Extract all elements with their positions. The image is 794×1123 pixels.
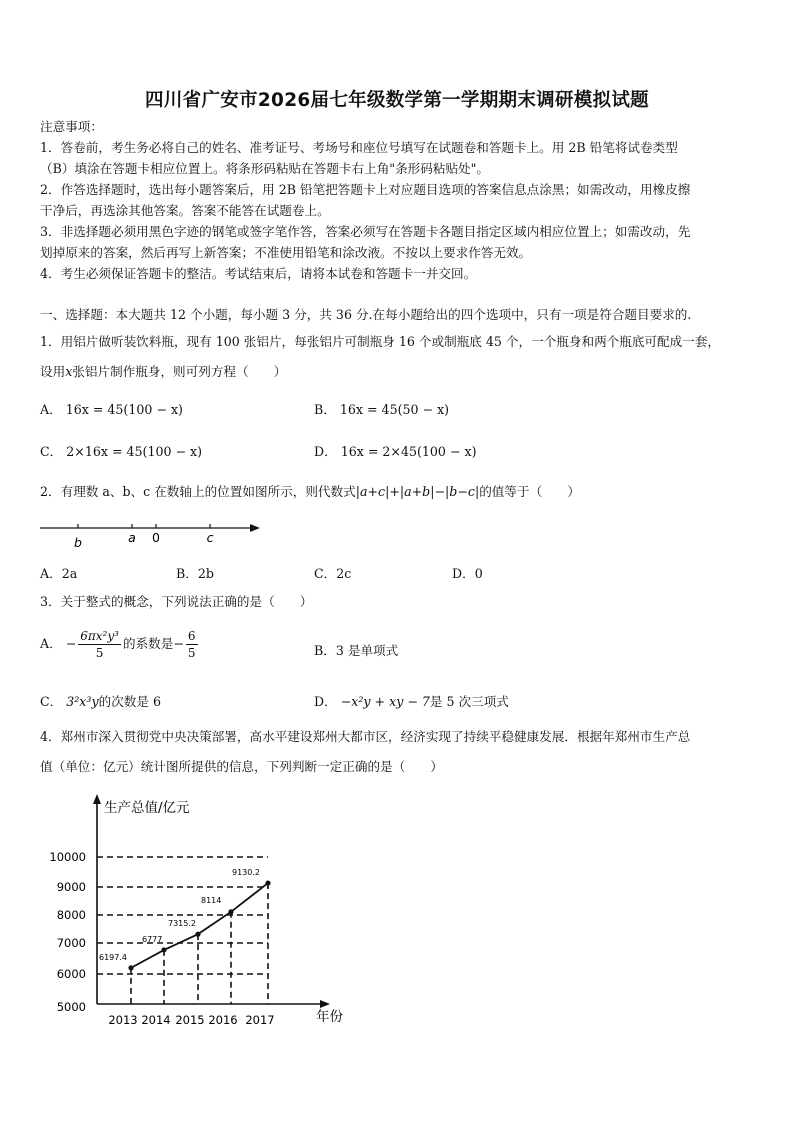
x-tick-label: 2014 [141, 1013, 171, 1027]
q2-option-c[interactable]: C．2c [314, 566, 352, 581]
y-tick-label: 8000 [56, 908, 86, 922]
notice-line: 3．非选择题必须用黑色字迹的钢笔或签字笔作答，答案必须写在答题卡各题目指定区域内相应位置上；如需改动，先 [40, 224, 691, 239]
notice-line: 划掉原来的答案，然后再写上新答案；不准使用铅笔和涂改液。不按以上要求作答无效。 [40, 245, 532, 260]
x-tick-label: 2015 [175, 1013, 205, 1027]
q1-option-d[interactable] [314, 441, 477, 460]
q1-option-c[interactable] [40, 441, 202, 460]
option-formula: 2×16x = 45(100 − x) [66, 444, 203, 459]
q1-variable: x [65, 364, 73, 379]
x-axis-label: 年份 [316, 1009, 343, 1025]
q4-stem: 4．郑州市深入贯彻党中央决策部署，高水平建设郑州大都市区，经济实现了持续平稳健康发展．根据年郑州市生产总 [40, 729, 691, 744]
y-tick-label: 9000 [56, 880, 86, 894]
option-label: D． [314, 694, 337, 709]
q2-option-a[interactable]: A．2a [40, 566, 78, 581]
q1-option-a[interactable] [40, 399, 183, 418]
q3-option-d[interactable] [314, 691, 509, 710]
data-point [161, 947, 166, 952]
option-label: A． [40, 636, 62, 651]
option-formula: 16x = 45(50 − x) [339, 402, 450, 417]
option-text: 的次数是 6 [98, 694, 161, 709]
arrow-icon [250, 524, 260, 532]
label-c: c [206, 530, 214, 545]
data-label: 7315.2 [168, 919, 196, 929]
option-text: 是 5 次三项式 [429, 694, 509, 709]
number-line [36, 516, 266, 552]
notice-line: 干净后，再选涂其他答案。答案不能答在试题卷上。 [40, 203, 330, 218]
y-tick-label: 7000 [56, 936, 86, 950]
data-label: 6197.4 [99, 952, 127, 962]
q2-option-b[interactable]: B．2b [176, 566, 214, 581]
page-title: 四川省广安市2026届七年级数学第一学期期末调研模拟试题 [145, 90, 649, 111]
q3-stem: 3．关于整式的概念，下列说法正确的是（ ） [40, 594, 313, 609]
option-formula: 16x = 2×45(100 − x) [340, 444, 477, 459]
q1-stem: 1．用铝片做听装饮料瓶，现有 100 张铝片，每张铝片可制瓶身 16 个或制瓶底 45 个，一个瓶身和两个瓶底可配成一套， [40, 334, 721, 349]
q3-option-c[interactable] [40, 691, 161, 710]
option-formula: 3²x³y [66, 694, 99, 709]
y-tick-label: 5000 [56, 1000, 86, 1014]
fraction-denominator: 5 [187, 646, 196, 660]
fraction-numerator: 6πx²y³ [80, 629, 119, 643]
x-axis-arrow-icon [320, 1000, 330, 1008]
q1-stem-2 [40, 363, 286, 381]
q2-expression: |a+c|+|a+b|−|b−c| [355, 484, 480, 499]
data-point [195, 932, 200, 937]
fraction [78, 628, 121, 661]
y-axis-arrow-icon [93, 794, 101, 804]
series-line [131, 883, 268, 968]
section-heading: 一、选择题：本大题共 12 个小题，每小题 3 分，共 36 分.在每小题给出的四个选项中，只有一项是符合题目要求的. [40, 307, 692, 322]
x-tick-label: 2016 [208, 1013, 238, 1027]
option-label: B． [314, 402, 336, 417]
data-point [265, 880, 270, 885]
notice-line: 1．答卷前，考生务必将自己的姓名、准考证号、考场号和座位号填写在试题卷和答题卡上。用 2B 铅笔将试卷类型 [40, 140, 678, 155]
q4-stem-2: 值（单位：亿元）统计图所提供的信息，下列判断一定正确的是（ ） [40, 759, 443, 774]
label-a: a [128, 530, 136, 545]
option-text: 的系数是 [122, 636, 174, 651]
data-label: 9130.2 [232, 868, 260, 878]
y-tick-label: 10000 [49, 850, 86, 864]
fraction [186, 628, 198, 661]
notice-line: （B）填涂在答题卡相应位置上。将条形码粘贴在答题卡右上角"条形码粘贴处"。 [40, 161, 490, 176]
x-tick-label: 2013 [108, 1013, 138, 1027]
q3-option-b[interactable]: B．3 是单项式 [314, 643, 399, 658]
notice-line: 4．考生必须保证答题卡的整洁。考试结束后，请将本试卷和答题卡一并交回。 [40, 266, 477, 281]
option-label: C． [40, 694, 63, 709]
q2-text: 2．有理数 a、b、c 在数轴上的位置如图所示，则代数式 [40, 484, 356, 499]
gdp-line-chart [0, 780, 400, 1040]
y-tick-label: 6000 [56, 967, 86, 981]
q1-text: 设用 [40, 364, 66, 379]
option-formula: −x²y + xy − 7 [340, 694, 430, 709]
q1-option-b[interactable] [314, 399, 449, 418]
option-label: C． [40, 444, 63, 459]
q2-stem [40, 483, 580, 501]
y-axis-label: 生产总值/亿元 [104, 800, 190, 816]
label-zero: 0 [152, 530, 160, 545]
q1-text: 张铝片制作瓶身，则可列方程（ ） [72, 364, 287, 379]
fraction-numerator: 6 [187, 629, 196, 643]
q2-text: 的值等于（ ） [479, 484, 580, 499]
data-label: 8114 [201, 895, 222, 905]
q2-option-d[interactable]: D．0 [452, 566, 483, 581]
fraction-denominator: 5 [95, 646, 104, 660]
label-b: b [74, 535, 82, 550]
q3-option-a[interactable]: A． − $\frac{\text{6πx²y³}}{5}$ 的系数是− $\frac{6}{5}$ [40, 629, 196, 660]
option-label: D． [314, 444, 337, 459]
option-label: A． [40, 402, 62, 417]
notice-line: 2．作答选择题时，选出每小题答案后，用 2B 铅笔把答题卡上对应题目选项的答案信息点涂黑；如需改动，用橡皮擦 [40, 182, 691, 197]
data-point [228, 909, 233, 914]
data-label: 6777 [142, 934, 163, 944]
x-tick-label: 2017 [245, 1013, 275, 1027]
data-point [128, 965, 133, 970]
notice-heading: 注意事项： [40, 119, 103, 134]
option-formula: 16x = 45(100 − x) [65, 402, 183, 417]
